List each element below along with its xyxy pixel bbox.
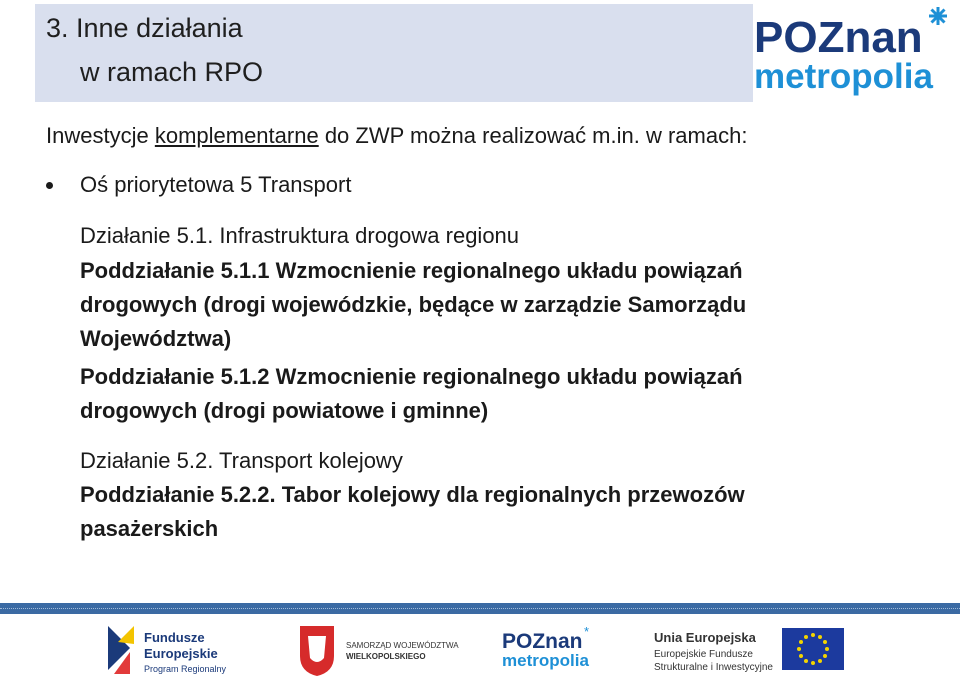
footer-band	[0, 603, 960, 614]
page-title-line-2: w ramach RPO	[80, 57, 264, 87]
logo-word-top: POZnan	[754, 13, 923, 62]
svg-text:metropolia: metropolia	[502, 651, 589, 670]
svg-text:POZnan: POZnan	[502, 630, 583, 653]
submeasure-5-2-2-line-1: Poddziałanie 5.2.2. Tabor kolejowy dla regionalnych przewozów	[80, 482, 745, 507]
samorzad-wojewodztwa-logo	[294, 622, 459, 678]
intro-before: Inwestycje	[46, 123, 155, 148]
svg-text:SAMORZĄD WOJEWÓDZTWA: SAMORZĄD WOJEWÓDZTWA	[346, 641, 459, 650]
intro-after: do ZWP można realizować m.in. w ramach:	[318, 123, 748, 148]
fundusze-europejskie-logo	[104, 622, 244, 678]
logo-word-bottom: metropolia	[754, 57, 933, 96]
submeasure-5-1-1-line-2: drogowych (drogi wojewódzkie, będące w zarządzie Samorządu	[80, 292, 747, 317]
bullet-dot-icon	[46, 182, 53, 189]
intro-text	[46, 123, 747, 149]
submeasure-5-2-2-line-2: pasażerskich	[80, 516, 219, 541]
measure-5-2: Działanie 5.2. Transport kolejowy	[80, 448, 403, 473]
page-title-line-1: 3. Inne działania	[46, 13, 243, 43]
svg-text:WIELKOPOLSKIEGO: WIELKOPOLSKIEGO	[346, 652, 426, 661]
submeasure-5-1-2-line-2: drogowych (drogi powiatowe i gminne)	[80, 398, 489, 423]
submeasure-5-1-1-line-3: Województwa)	[80, 326, 232, 351]
poznan-metropolia-logo	[752, 4, 952, 100]
intro-underlined: komplementarne	[154, 123, 319, 148]
submeasure-5-1-1-line-1: Poddziałanie 5.1.1 Wzmocnienie regionalnego układu powiązań	[80, 258, 743, 283]
svg-text:Europejskie: Europejskie	[144, 646, 218, 661]
unia-europejska-logo	[646, 622, 860, 678]
svg-text:Unia Europejska: Unia Europejska	[654, 630, 756, 645]
svg-text:Strukturalne i Inwestycyjne: Strukturalne i Inwestycyjne	[654, 662, 773, 673]
star-icon	[929, 7, 947, 25]
submeasure-5-1-2-line-1: Poddziałanie 5.1.2 Wzmocnienie regionalnego układu powiązań	[80, 364, 743, 389]
bullet-text: Oś priorytetowa 5 Transport	[80, 172, 352, 197]
svg-text:Program Regionalny: Program Regionalny	[144, 664, 227, 674]
measure-5-1: Działanie 5.1. Infrastruktura drogowa regionu	[80, 223, 520, 248]
poznan-metropolia-footer-logo	[500, 622, 600, 678]
svg-text:Fundusze: Fundusze	[144, 630, 205, 645]
svg-text:Europejskie Fundusze: Europejskie Fundusze	[654, 649, 753, 660]
svg-text:*: *	[584, 624, 590, 639]
